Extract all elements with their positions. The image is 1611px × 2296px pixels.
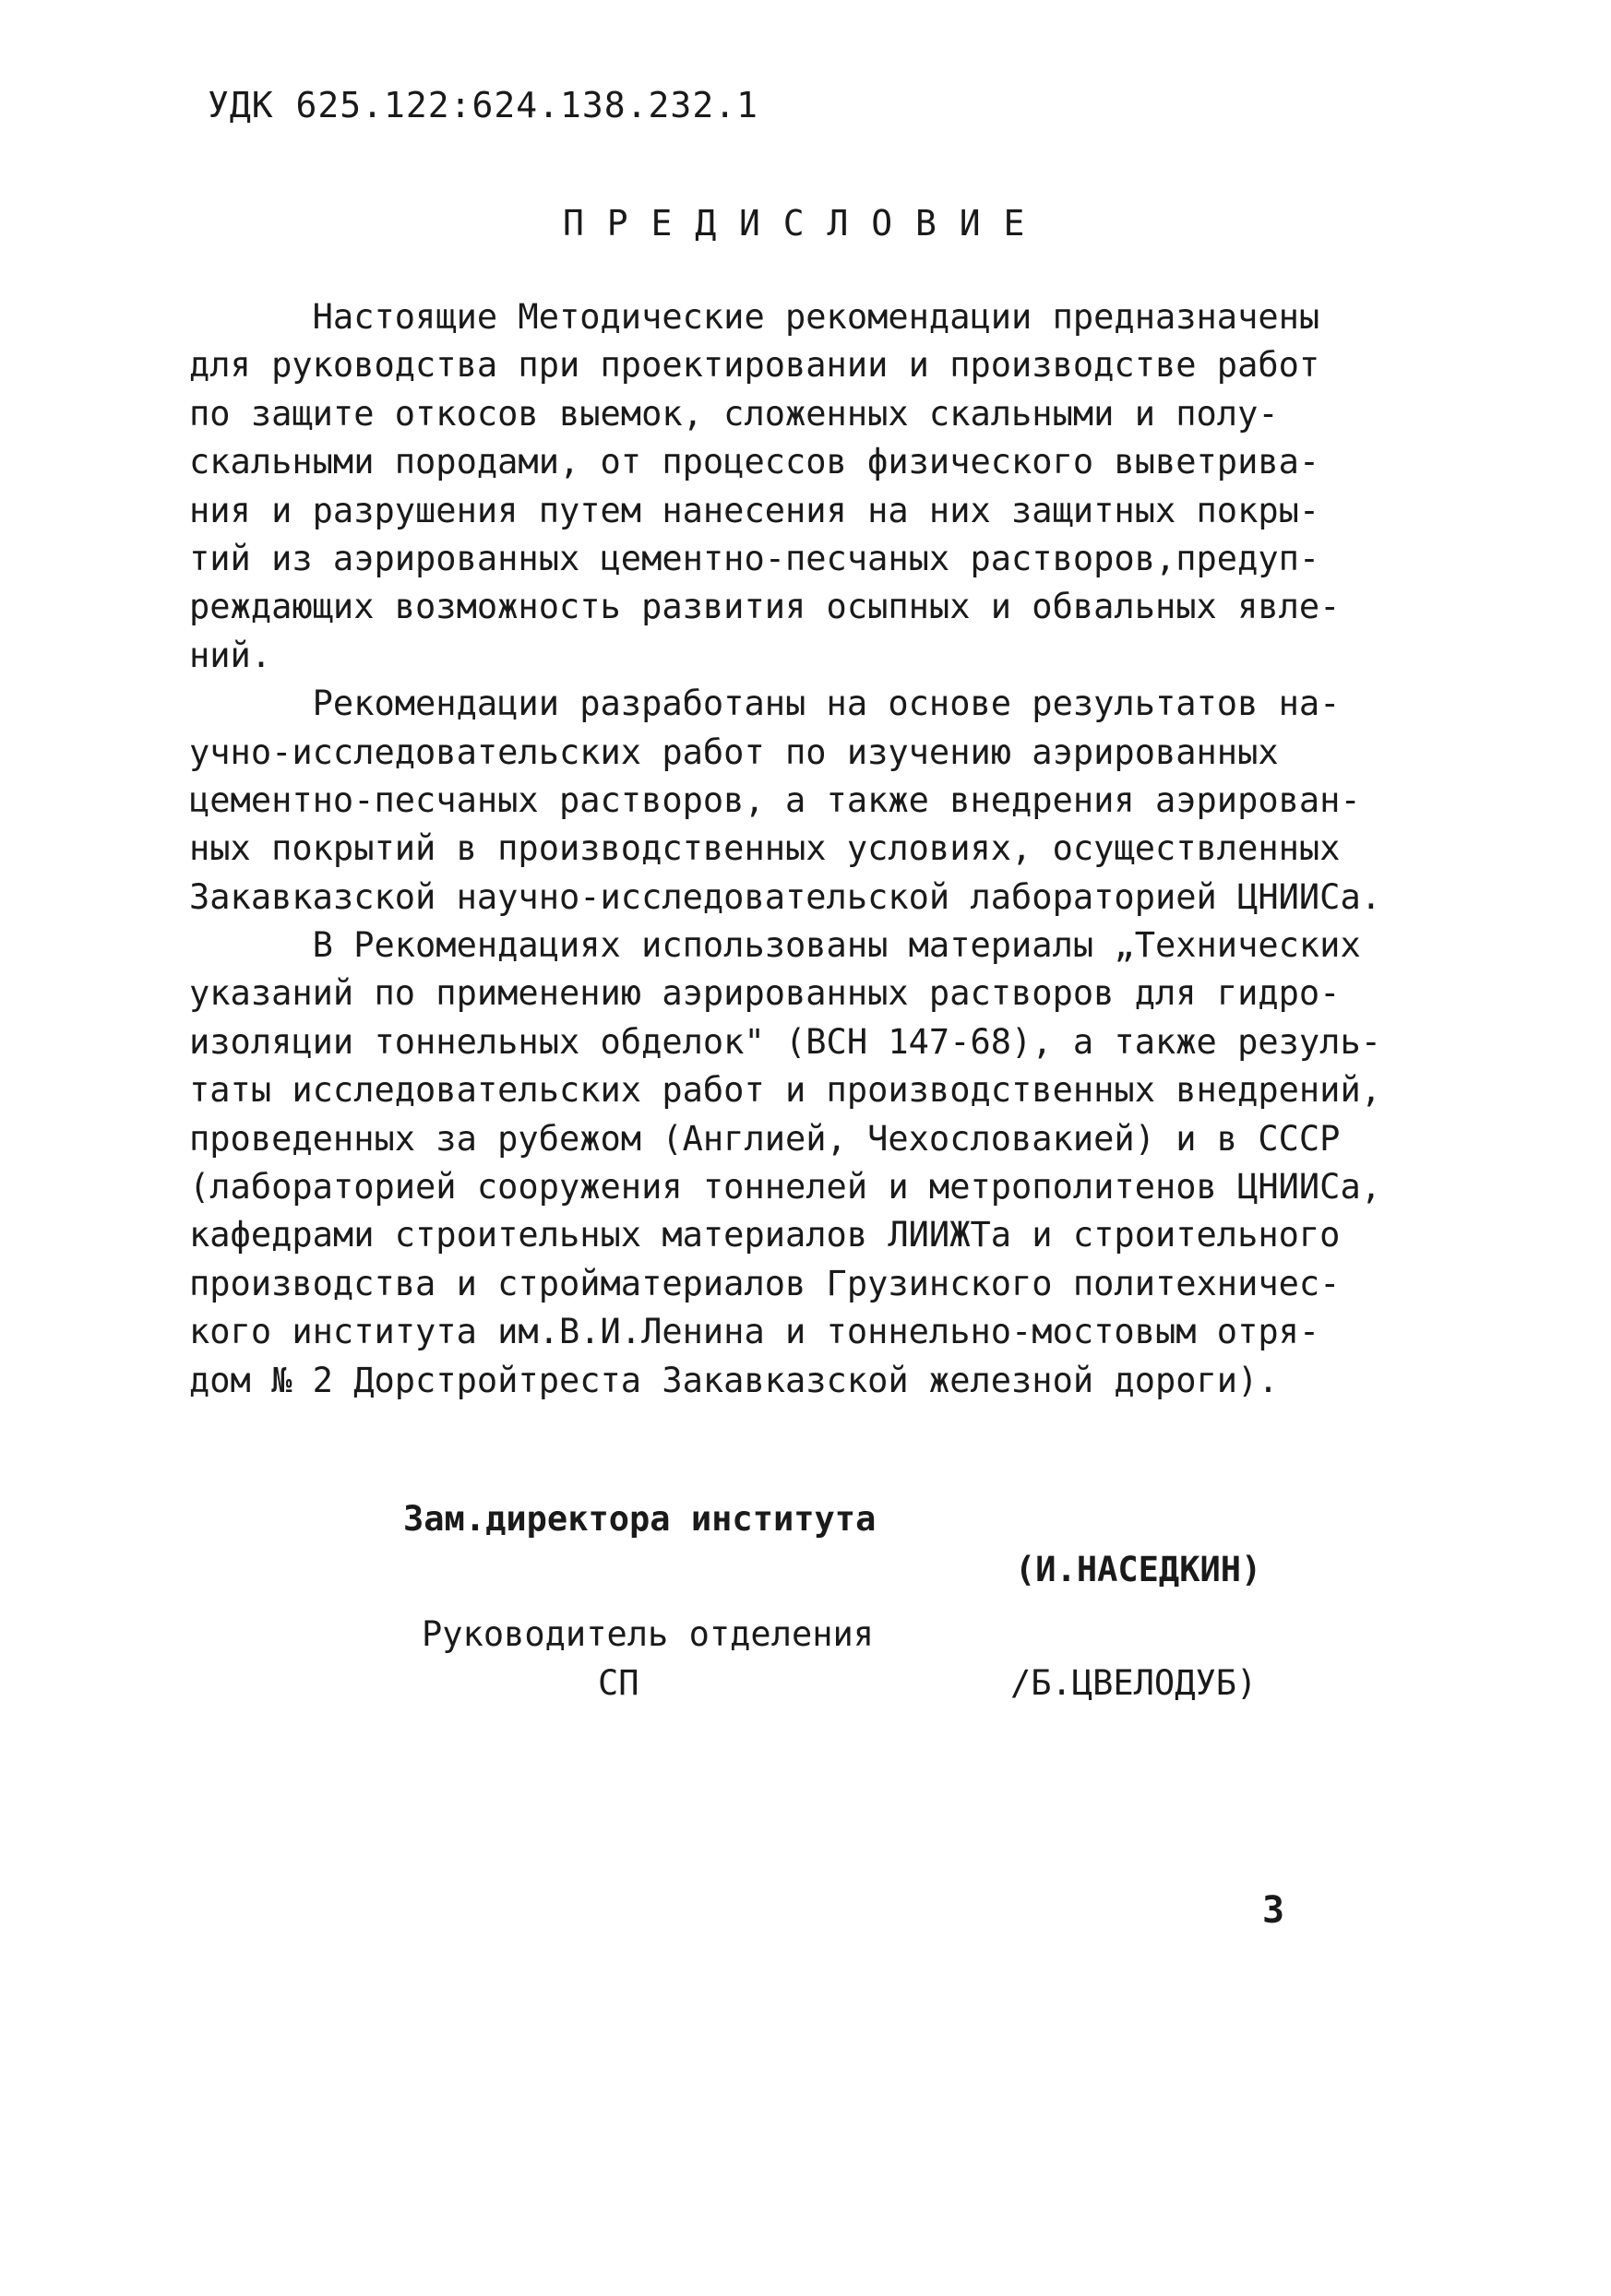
text-line: проведенных за рубежом (Англией, Чехословакией) и в СССР <box>189 1118 1341 1159</box>
page-number: 3 <box>1262 1889 1285 1932</box>
text-line: ний. <box>189 635 272 675</box>
text-line: (лабораторией сооружения тоннелей и метрополитенов ЦНИИСа, <box>189 1167 1382 1207</box>
udk-code: УДК 625.122:624.138.232.1 <box>208 85 758 125</box>
text-line: по защите откосов выемок, сложенных скальными и полу- <box>189 393 1279 434</box>
text-line: Настоящие Методические рекомендации предназначены <box>189 297 1320 337</box>
text-line: учно-исследовательских работ по изучению аэрированных <box>189 732 1279 772</box>
text-line: ных покрытий в производственных условиях, осуществленных <box>189 828 1341 869</box>
text-line: Закавказской научно-исследовательской лабораторией ЦНИИСа. <box>189 876 1382 917</box>
text-line: цементно-песчаных растворов, а также внедрения аэрирован- <box>189 779 1361 820</box>
department-head-name: /Б.ЦВЕЛОДУБ) <box>1010 1663 1258 1703</box>
text-line: Рекомендации разработаны на основе результатов на- <box>189 684 1341 724</box>
text-line: таты исследовательских работ и производственных внедрений, <box>189 1070 1382 1111</box>
text-line: указаний по применению аэрированных растворов для гидро- <box>189 973 1341 1014</box>
department-code: СП <box>598 1663 639 1703</box>
text-line: скальными породами, от процессов физического выветрива- <box>189 442 1320 482</box>
page-title: П Р Е Д И С Л О В И Е <box>563 203 1026 244</box>
department-head-title: Руководитель отделения <box>422 1614 875 1654</box>
text-line: дом № 2 Дорстройтреста Закавказской железной дороги). <box>189 1360 1279 1400</box>
preface-text <box>189 293 1382 1405</box>
deputy-director-name: (И.НАСЕДКИН) <box>1015 1550 1262 1589</box>
text-line: тий из аэрированных цементно-песчаных растворов,предуп- <box>189 538 1320 578</box>
text-line: реждающих возможность развития осыпных и обвальных явле- <box>189 587 1341 627</box>
text-line: кафедрами строительных материалов ЛИИЖТа и строительного <box>189 1215 1341 1255</box>
text-line: для руководства при проектировании и производстве работ <box>189 345 1320 386</box>
text-line: изоляции тоннельных обделок" (ВСН 147-68), а также резуль- <box>189 1021 1382 1062</box>
text-line: ния и разрушения путем нанесения на них защитных покры- <box>189 490 1320 530</box>
text-line: кого института им.В.И.Ленина и тоннельно-мостовым отря- <box>189 1312 1320 1352</box>
text-line: производства и стройматериалов Грузинского политехничес- <box>189 1263 1341 1303</box>
text-line: В Рекомендациях использованы материалы „Технических <box>189 925 1361 966</box>
deputy-director-title: Зам.директора института <box>403 1499 877 1539</box>
